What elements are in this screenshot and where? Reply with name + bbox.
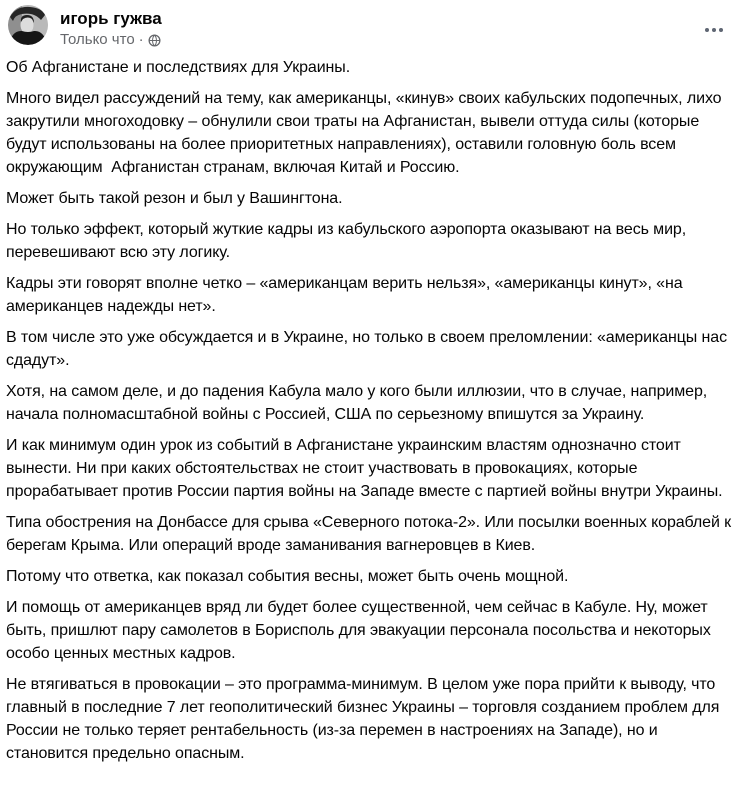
post-paragraph: Потому что ответка, как показал события весны, может быть очень мощной. (6, 568, 569, 585)
author-name[interactable]: игорь гужва (60, 9, 162, 28)
post-paragraph: Хотя, на самом деле, и до падения Кабула мало у кого были иллюзии, что в случае, например, начала полномасштабной войны с Россией, США по серьезному впишутся за Украину. (6, 383, 712, 423)
post-paragraph: Может быть такой резон и был у Вашингтона. (6, 190, 343, 207)
post-paragraph: Об Афганистане и последствиях для Украины. (6, 59, 351, 76)
post-paragraph: И помощь от американцев вряд ли будет более существенной, чем сейчас в Кабуле. Ну, может быть, пришлют пару самолетов в Борисполь для эвакуации персонала посольства и некоторых особо ценных местных кадров. (6, 599, 716, 662)
more-options-button[interactable] (698, 16, 730, 44)
post-paragraph: Не втягиваться в провокации – это программа-минимум. В целом уже пора прийти к выводу, что главный в последние 7 лет геополитический бизнес Украины – торговля созданием проблем для России не только теряет рентабельность (из-за перемен в настроениях на Западе), но и становится предельно опасным. (6, 676, 724, 762)
post-paragraph: Кадры эти говорят вполне четко – «американцам верить нельзя», «американцы кинут», «на американцев надежды нет». (6, 275, 687, 315)
post-paragraph: Много видел рассуждений на тему, как американцы, «кинув» своих кабульских подопечных, лихо закрутили многоходовку – обнулили свои траты на Афганистан, вывели оттуда силы (которые будут использованы на более приоритетных направлениях), оставили головную боль всем окружающим Афганистан странам, включая Китай и Россию. (6, 90, 726, 176)
timestamp[interactable]: Только что (60, 31, 135, 48)
ellipsis-icon (705, 28, 723, 32)
post-paragraph: И как минимум один урок из событий в Афганистане украинским властям однозначно стоит вынести. Ни при каких обстоятельствах не стоит участвовать в провокациях, которые прорабатывает против России партия войны на Западе вместе с партией войны внутри Украины. (6, 437, 723, 500)
post-paragraph: Типа обострения на Донбассе для срыва «Северного потока-2». Или посылки военных кораблей к берегам Крыма. Или операций вроде заманивания вагнеровцев в Киев. (6, 514, 736, 554)
profile-photo (8, 5, 48, 45)
post-header (0, 0, 742, 50)
avatar[interactable] (8, 5, 48, 45)
post-paragraph: В том числе это уже обсуждается и в Украине, но только в своем преломлении: «американцы нас сдадут». (6, 329, 732, 369)
meta-separator: · (138, 31, 144, 48)
post-body (0, 50, 742, 765)
post-header-info (60, 6, 726, 49)
globe-icon (148, 34, 161, 47)
post-meta (60, 30, 726, 49)
post-paragraph: Но только эффект, который жуткие кадры из кабульского аэропорта оказывают на весь мир, перевешивают всю эту логику. (6, 221, 691, 261)
